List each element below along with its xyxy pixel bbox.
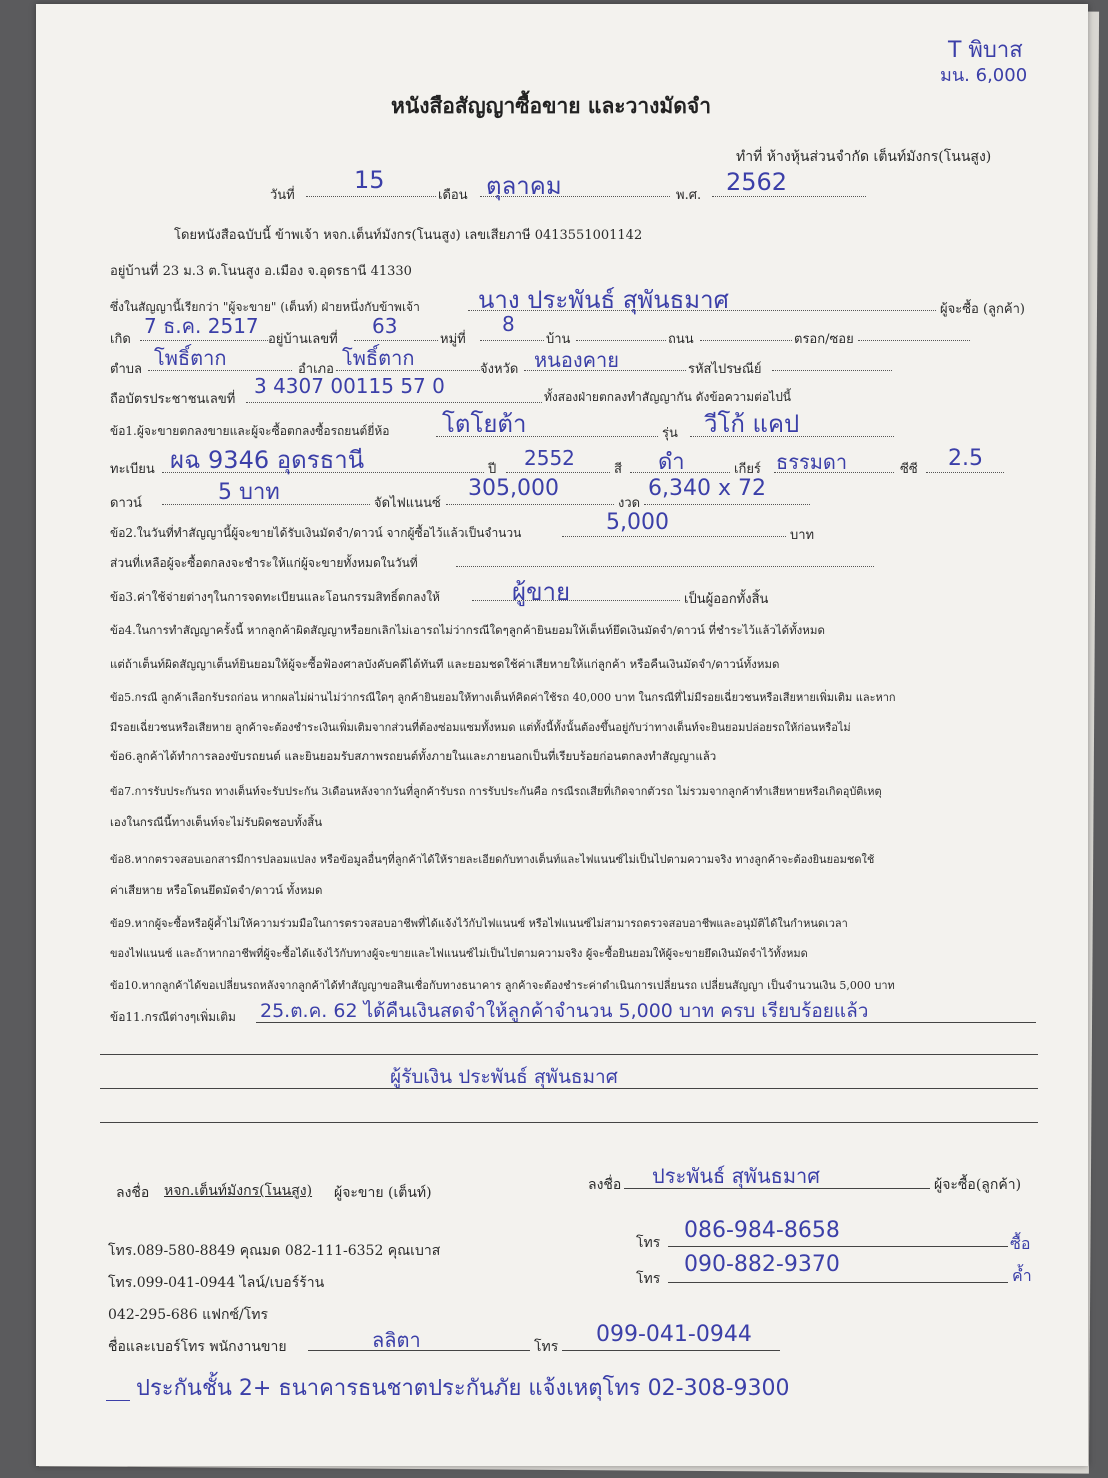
bottom-note-dash — [106, 1400, 130, 1401]
installment-label: งวด — [618, 496, 641, 511]
village-line — [576, 340, 666, 341]
model-value: วีโก้ แคป — [704, 410, 800, 438]
alley-line — [858, 340, 970, 341]
clause-line: ข้อ5.กรณี ลูกค้าเลือกรับรถก่อน หากผลไม่ผ่านไม่ว่ากรณีใดๆ ลูกค้ายินยอมให้ทางเต็นท์คิดค่าใช้รถ 40,000 บาท ในกรณีที่ไม่มีรอยเฉี่ยวชนหรือเสียหายเพิ่มเติม และหาก — [110, 691, 896, 704]
cc-label: ซีซี — [900, 462, 918, 477]
clause3-party: ผู้ขาย — [512, 578, 571, 606]
party-prefix: ซึ่งในสัญญานี้เรียกว่า "ผู้จะขาย" (เต็นท์) ฝ่ายหนึ่งกับข้าพเจ้า — [110, 300, 420, 314]
clause11-line4 — [100, 1122, 1038, 1123]
buyer-sign-label: ลงชื่อ — [588, 1177, 622, 1193]
corner-note-line1: T พิบาส — [948, 38, 1023, 63]
finance-line — [446, 504, 614, 505]
postcode-label: รหัสไปรษณีย์ — [688, 362, 762, 377]
id-card-suffix: ทั้งสองฝ่ายตกลงทำสัญญากัน ดังข้อความต่อไปนี้ — [544, 390, 792, 404]
clause1-label: ข้อ1.ผู้จะขายตกลงขายและผู้จะซื้อตกลงซื้อรถยนต์ยี่ห้อ — [110, 424, 390, 438]
road-line — [700, 340, 792, 341]
color-label: สี — [614, 462, 622, 477]
phone1-note: ซื้อ — [1010, 1234, 1031, 1253]
clause-line: ค่าเสียหาย หรือโดนยึดมัดจำ/ดาวน์ ทั้งหมด — [110, 883, 323, 897]
seller-sign-role: ผู้จะขาย (เต็นท์) — [334, 1185, 432, 1201]
clause2-text: ข้อ2.ในวันที่ทำสัญญานี้ผู้จะขายได้รับเงินมัดจำ/ดาวน์ จากผู้ซื้อไว้แล้วเป็นจำนวน — [110, 526, 522, 540]
amphoe-value: โพธิ์ตาก — [342, 346, 415, 370]
month-value: ตุลาคม — [486, 172, 562, 200]
installment-line — [644, 504, 810, 505]
corner-note-line2: มน. 6,000 — [940, 65, 1028, 86]
phone1-line — [668, 1246, 1008, 1247]
clause-line: ข้อ4.ในการทำสัญญาครั้งนี้ หากลูกค้าผิดสัญญาหรือยกเลิกไม่เอารถไม่ว่ากรณีใดๆลูกค้ายินยอมให้เต็นท์ยึดเงินมัดจำ/ดาวน์ ที่ชำระไว้แล้วได้ทั้งหมด — [110, 623, 825, 637]
phone2-value: 090-882-9370 — [684, 1252, 840, 1277]
clause-line: มีรอยเฉี่ยวชนหรือเสียหาย ลูกค้าจะต้องชำระเงินเพิ่มเติมจากส่วนที่ต้องซ่อมแซมทั้งหมด แต่ทั้งนี้ทั้งนั้นต้องขึ้นอยู่กับว่าทางเต็นท์จะยินยอมปล่อยรถให้ก่อนหรือไม่ — [110, 721, 851, 734]
gear-value: ธรรมดา — [776, 450, 848, 474]
day-line — [306, 196, 436, 197]
clause2-amount: 5,000 — [606, 510, 669, 535]
road-label: ถนน — [668, 332, 694, 347]
reg-year-value: 2552 — [524, 446, 575, 470]
house-label: อยู่บ้านเลขที่ — [268, 332, 338, 347]
clause11-note1: 25.ต.ค. 62 ได้คืนเงินสดจำให้ลูกค้าจำนวน 5,000 บาท ครบ เรียบร้อยแล้ว — [260, 1000, 869, 1022]
clause2-unit: บาท — [790, 528, 815, 543]
clause3-text: ข้อ3.ค่าใช้จ่ายต่างๆในการจดทะเบียนและโอนกรรมสิทธิ์ตกลงให้ — [110, 590, 440, 604]
id-card-label: ถือบัตรประชาชนเลขที่ — [110, 392, 236, 407]
remaining-line — [456, 566, 874, 567]
amphoe-label: อำเภอ — [298, 362, 334, 377]
remaining-text: ส่วนที่เหลือผู้จะซื้อตกลงจะชำระให้แก่ผู้จะขายทั้งหมดในวันที่ — [110, 556, 418, 570]
clause3-line — [472, 600, 680, 601]
color-value: ดำ — [658, 450, 685, 475]
tambon-value: โพธิ์ตาก — [154, 346, 227, 370]
down-value: 5 บาท — [218, 480, 280, 505]
id-card-value: 3 4307 00115 57 0 — [254, 374, 445, 398]
tambon-label: ตำบล — [110, 362, 142, 377]
seller-sign-label: ลงชื่อ — [116, 1185, 150, 1201]
down-label: ดาวน์ — [110, 496, 142, 511]
month-label: เดือน — [438, 188, 468, 203]
clause2-amount-line — [562, 536, 786, 537]
finance-value: 305,000 — [468, 476, 559, 501]
contact-line: 042-295-686 แฟกซ์/โทร — [108, 1307, 268, 1323]
finance-label: จัดไฟแนนซ์ — [374, 496, 441, 511]
id-card-line — [246, 402, 542, 403]
party-suffix: ผู้จะซื้อ (ลูกค้า) — [940, 302, 1025, 317]
house-line — [354, 340, 438, 341]
seller-address: อยู่บ้านที่ 23 ม.3 ต.โนนสูง อ.เมือง จ.อุดรธานี 41330 — [110, 264, 412, 279]
seller-line: โดยหนังสือฉบับนี้ ข้าพเจ้า หจก.เต็นท์มังกร(โนนสูง) เลขเสียภาษี 0413551001142 — [174, 228, 643, 243]
postcode-line — [772, 370, 892, 371]
gear-label: เกียร์ — [734, 462, 761, 477]
house-value: 63 — [372, 314, 398, 338]
clause-line: ข้อ6.ลูกค้าได้ทำการลองขับรถยนต์ และยินยอมรับสภาพรถยนต์ทั้งภายในและภายนอกเป็นที่เรียบร้อยก่อนตกลงทำสัญญาแล้ว — [110, 749, 717, 763]
salesperson-phone-line — [562, 1350, 780, 1351]
salesperson-phone: 099-041-0944 — [596, 1322, 752, 1347]
village-label: บ้าน — [546, 332, 571, 347]
phone2-label: โทร — [636, 1271, 661, 1287]
clause-line: ข้อ10.หากลูกค้าได้ขอเปลี่ยนรถหลังจากลูกค้าได้ทำสัญญาขอสินเชื่อกับทางธนาคาร ลูกค้าจะต้องชำระค่าดำเนินการเปลี่ยนรถ เปลี่ยนสัญญา เป็นจำนวนเงิน 5,000 บาท — [110, 979, 895, 992]
registration-label: ทะเบียน — [110, 462, 155, 477]
contact-line: โทร.099-041-0944 ไลน์/เบอร์ร้าน — [108, 1275, 325, 1291]
clause-line: ข้อ9.หากผู้จะซื้อหรือผู้ค้ำไม่ให้ความร่วมมือในการตรวจสอบอาชีพที่ได้แจ้งไว้กับไฟแนนซ์ หรือไฟแนนซ์ไม่สามารถตรวจสอบอาชีพและอนุมัติได้ในกำหนดเวลา — [110, 917, 848, 930]
installment-value: 6,340 x 72 — [648, 476, 766, 501]
birth-label: เกิด — [110, 332, 131, 347]
contract-paper — [36, 4, 1088, 1466]
clause11-line2 — [100, 1054, 1038, 1055]
phone1-label: โทร — [636, 1235, 661, 1251]
clause-line: เองในกรณีนี้ทางเต็นท์จะไม่รับผิดชอบทั้งสิ้น — [110, 815, 323, 829]
phone2-line — [668, 1282, 1008, 1283]
day-label: วันที่ — [270, 188, 295, 203]
clause-line: ของไฟแนนซ์ และถ้าหากอาชีพที่ผู้จะซื้อได้แจ้งไว้กับทางผู้จะขายและไฟแนนซ์ไม่เป็นไปตามความจริง ผู้จะซื้อยินยอมให้ผู้จะขายยึดเงินมัดจำไว้ทั้งหมด — [110, 947, 808, 960]
clause-line: ข้อ8.หากตรวจสอบเอกสารมีการปลอมแปลง หรือข้อมูลอื่นๆที่ลูกค้าได้ให้รายละเอียดกับทางเต็นท์และไฟแนนซ์ไม่เป็นไปตามความจริง ทางลูกค้าจะต้องยินยอมชดใช้ — [110, 853, 875, 866]
seller-sign-name: หจก.เต็นท์มังกร(โนนสูง) — [164, 1183, 313, 1199]
day-value: 15 — [354, 166, 385, 194]
year-value: 2562 — [726, 168, 788, 196]
contact-line: โทร.089-580-8849 คุณมด 082-111-6352 คุณเบาส — [108, 1243, 441, 1259]
province-label: จังหวัด — [480, 362, 519, 377]
cc-line — [926, 472, 1004, 473]
registration-value: ผฉ 9346 อุดรธานี — [170, 446, 365, 474]
buyer-signature: ประพันธ์ สุพันธมาศ — [652, 1164, 820, 1188]
clause-line: แต่ถ้าเต็นท์ผิดสัญญาเต็นท์ยินยอมให้ผู้จะซื้อฟ้องศาลบังคับคดีได้ทันที และยอมชดใช้ค่าเสียหายให้แก่ลูกค้า หรือคืนเงินมัดจำ/ดาวน์ทั้งหมด — [110, 657, 780, 671]
province-value: หนองคาย — [534, 348, 619, 372]
phone2-note: ค้ำ — [1012, 1266, 1032, 1285]
clause-line: ข้อ7.การรับประกันรถ ทางเต็นท์จะรับประกัน 3เดือนหลังจากวันที่ลูกค้ารับรถ การรับประกันคือ กรณีรถเสียที่เกิดจากตัวรถ ไม่รวมจากลูกค้าทำเสียหายหรือเกิดอุบัติเหตุ — [110, 785, 882, 798]
year-label: พ.ศ. — [676, 188, 702, 203]
buyer-name: นาง ประพันธ์ สุพันธมาศ — [478, 286, 729, 314]
alley-label: ตรอก/ซอย — [794, 332, 854, 347]
salesperson-name: ลลิตา — [372, 1328, 421, 1352]
contract-place: ทำที่ ห้างหุ้นส่วนจำกัด เต็นท์มังกร(โนนสูง) — [736, 149, 992, 165]
birth-value: 7 ธ.ค. 2517 — [144, 314, 259, 338]
buyer-sign-role: ผู้จะซื้อ(ลูกค้า) — [934, 1177, 1022, 1193]
clause3-suffix: เป็นผู้ออกทั้งสิ้น — [684, 592, 769, 607]
cc-value: 2.5 — [948, 446, 983, 471]
page-title: หนังสือสัญญาซื้อขาย และวางมัดจำ — [391, 93, 712, 118]
reg-year-label: ปี — [488, 462, 497, 477]
model-label: รุ่น — [662, 426, 678, 441]
salesperson-label: ชื่อและเบอร์โทร พนักงานขาย — [108, 1339, 287, 1355]
moo-line — [480, 340, 544, 341]
brand-value: โตโยต้า — [442, 410, 527, 438]
bottom-note: ประกันชั้น 2+ ธนาคารธนชาตประกันภัย แจ้งเหตุโทร 02-308-9300 — [136, 1376, 790, 1401]
phone1-value: 086-984-8658 — [684, 1218, 840, 1243]
year-line — [712, 196, 866, 197]
reg-year-line — [506, 472, 610, 473]
moo-value: 8 — [502, 312, 515, 336]
salesperson-phone-label: โทร — [534, 1339, 559, 1355]
moo-label: หมู่ที่ — [440, 332, 466, 347]
clause11-label: ข้อ11.กรณีต่างๆเพิ่มเติม — [110, 1010, 236, 1024]
clause11-note2: ผู้รับเงิน ประพันธ์ สุพันธมาศ — [390, 1066, 618, 1088]
